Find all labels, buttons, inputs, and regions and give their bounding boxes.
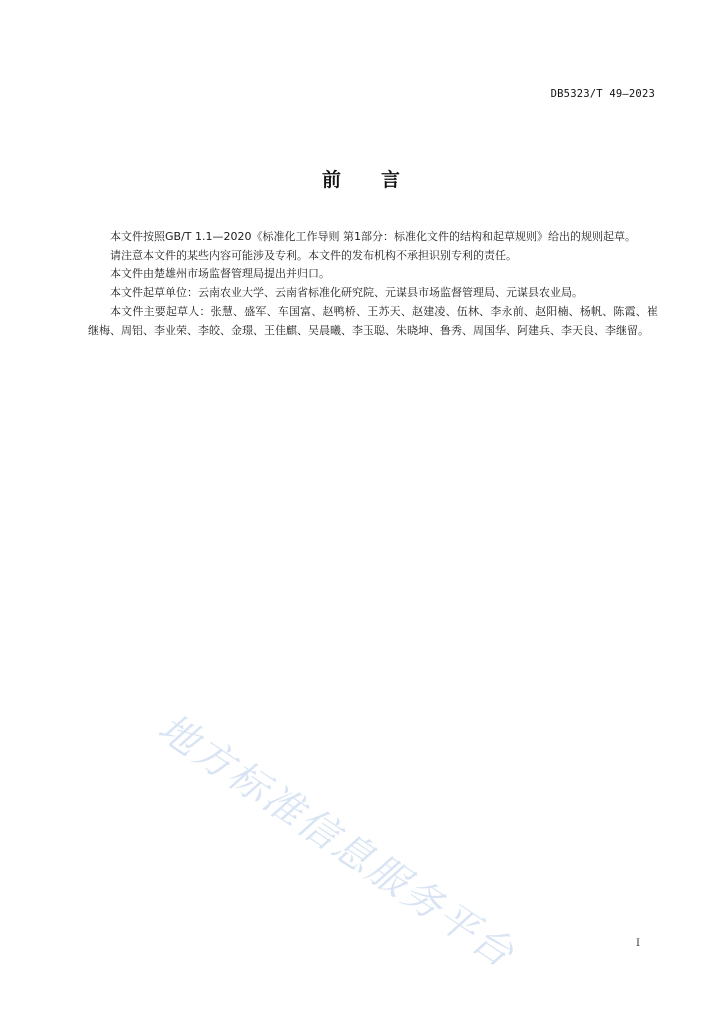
- paragraph-drafters: 本文件主要起草人：张慧、盛军、车国富、赵鸭桥、王苏天、赵建凌、伍林、李永前、赵阳楠、杨帆、陈霞、崔继梅、周铝、李业荣、李皎、金璟、王佳麒、吴晨曦、李玉聪、朱晓坤、鲁秀、周国华、阿建兵、李天良、李继留。: [88, 304, 658, 337]
- document-code: DB5323/T 49—2023: [550, 88, 655, 100]
- foreword-body: [88, 228, 658, 340]
- title-char-1: 前: [321, 169, 343, 191]
- watermark-text: 地方标准信息服务平台: [149, 705, 524, 978]
- page-number: I: [636, 938, 640, 949]
- page-title: [0, 165, 724, 192]
- paragraph-patent-notice: 请注意本文件的某些内容可能涉及专利。本文件的发布机构不承担识别专利的责任。: [110, 248, 517, 262]
- title-char-2: 言: [381, 169, 403, 191]
- paragraph-proposer: 本文件由楚雄州市场监督管理局提出并归口。: [110, 267, 330, 281]
- paragraph-drafting-units: 本文件起草单位：云南农业大学、云南省标准化研究院、元谋县市场监督管理局、元谋县农业局。: [110, 286, 583, 300]
- paragraph-drafting-rules: 本文件按照GB/T 1.1—2020《标准化工作导则 第1部分：标准化文件的结构和起草规则》给出的规则起草。: [110, 230, 636, 243]
